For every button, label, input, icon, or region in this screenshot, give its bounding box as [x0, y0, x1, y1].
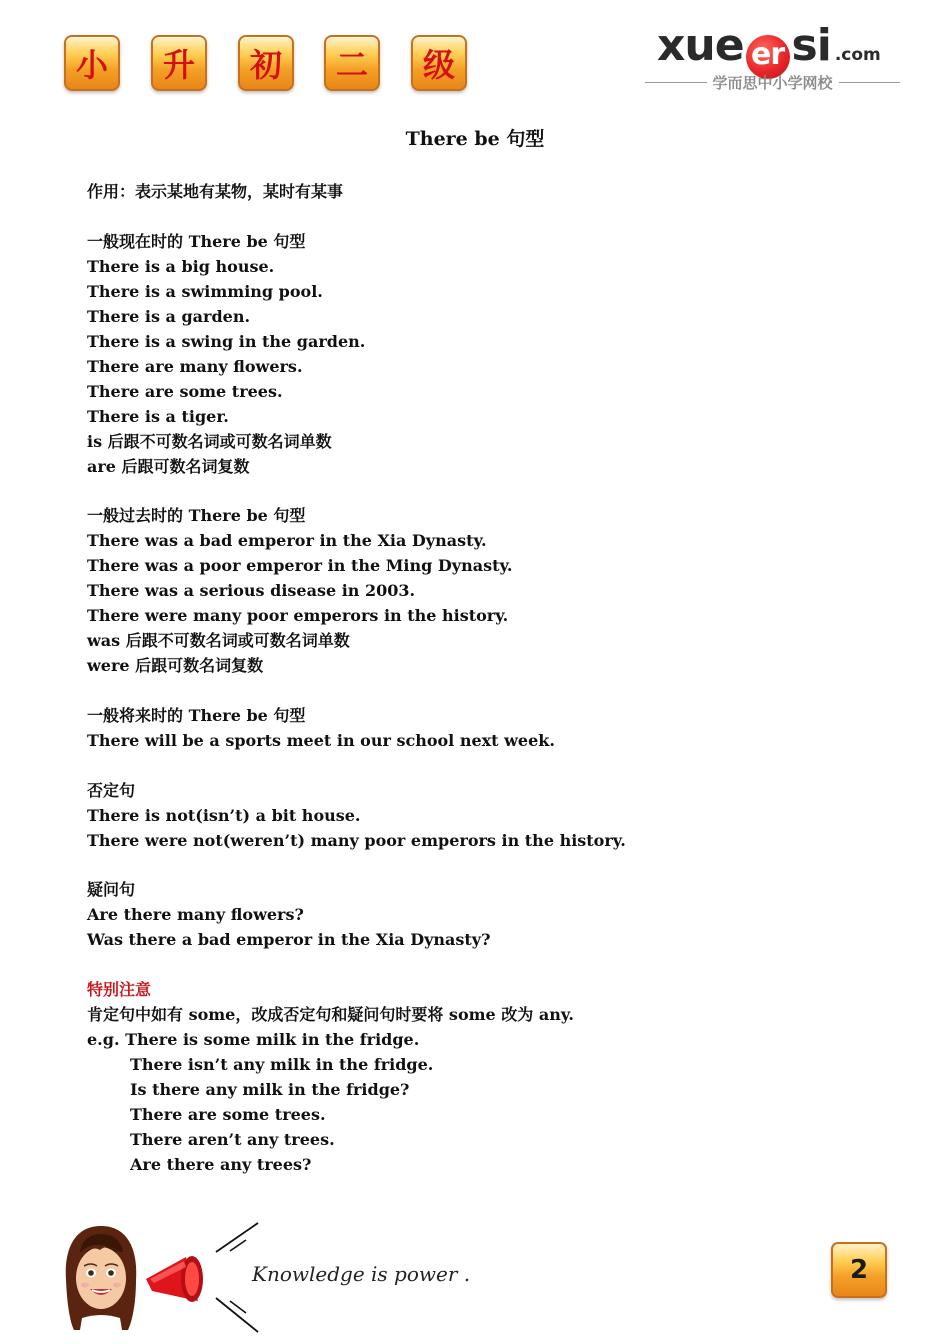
example-line: There was a poor emperor in the Ming Dynasty. — [87, 556, 513, 576]
example-line: There was a bad emperor in the Xia Dynasty. — [87, 531, 487, 551]
girl-mascot-icon — [60, 1222, 142, 1332]
header-tile-1: 小 — [64, 35, 120, 91]
example-line: There is not(isn’t) a bit house. — [87, 805, 361, 825]
logo-domain: .com — [834, 45, 881, 65]
header-tile-2: 升 — [151, 35, 207, 91]
rule-line: were 后跟可数名词复数 — [87, 656, 264, 676]
rule-line: was 后跟不可数名词或可数名词单数 — [87, 631, 350, 651]
header-tile-4: 二 — [324, 35, 380, 91]
rule-line: 肯定句中如有 some，改成否定句和疑问句时要将 some 改为 any. — [87, 1005, 574, 1025]
example-line: There is a swimming pool. — [87, 281, 323, 301]
rule-line: is 后跟不可数名词或可数名词单数 — [87, 431, 332, 451]
section-heading-negative: 否定句 — [87, 780, 136, 800]
megaphone-icon — [142, 1245, 212, 1313]
section-heading-past: 一般过去时的 There be 句型 — [87, 506, 306, 526]
logo-part-si: si — [791, 20, 831, 71]
spacer — [87, 204, 887, 229]
section-heading-present: 一般现在时的 There be 句型 — [87, 231, 306, 251]
logo-part-xue: xue — [657, 20, 744, 71]
motto-text: Knowledge is power . — [252, 1262, 471, 1286]
logo-rule-left — [645, 82, 707, 83]
example-line: There are some trees. — [87, 381, 283, 401]
example-line: There are some trees. — [130, 1105, 326, 1125]
example-line: Are there any trees? — [130, 1155, 312, 1175]
purpose-line: 作用：表示某地有某物，某时有某事 — [87, 182, 344, 201]
spacer — [87, 479, 887, 504]
spacer — [87, 952, 887, 977]
example-line: Was there a bad emperor in the Xia Dynasty? — [87, 930, 491, 950]
example-line: There aren’t any trees. — [130, 1130, 335, 1150]
spacer — [87, 853, 887, 878]
example-line: There is a garden. — [87, 306, 251, 326]
spacer — [87, 678, 887, 703]
rule-line: are 后跟可数名词复数 — [87, 456, 250, 476]
spacer — [87, 753, 887, 778]
section-heading-future: 一般将来时的 There be 句型 — [87, 706, 306, 726]
example-line: There will be a sports meet in our school next week. — [87, 731, 555, 751]
logo-wordmark — [657, 20, 881, 75]
example-line: There was a serious disease in 2003. — [87, 581, 416, 601]
example-line: There were not(weren’t) many poor emperors in the history. — [87, 830, 626, 850]
example-line: There is a big house. — [87, 256, 275, 276]
header-tile-3: 初 — [238, 35, 294, 91]
example-line: There is a tiger. — [87, 406, 229, 426]
example-line: There are many flowers. — [87, 356, 303, 376]
logo-er-circle: er — [746, 35, 790, 79]
example-line: e.g. There is some milk in the fridge. — [87, 1030, 420, 1050]
special-note-heading: 特别注意 — [87, 980, 152, 1000]
section-heading-question: 疑问句 — [87, 880, 136, 900]
logo-subtitle-text: 学而思中小学网校 — [712, 74, 833, 92]
example-line: Is there any milk in the fridge? — [130, 1080, 410, 1100]
page-title: There be 句型 — [405, 128, 545, 150]
example-line: There were many poor emperors in the history. — [87, 606, 509, 626]
logo-subtitle — [645, 72, 900, 93]
example-line: Are there many flowers? — [87, 905, 304, 925]
page-number-badge: 2 — [831, 1242, 887, 1298]
example-line: There isn’t any milk in the fridge. — [130, 1055, 434, 1075]
document-body — [87, 179, 887, 1177]
header-tile-5: 级 — [411, 35, 467, 91]
logo-rule-right — [839, 82, 901, 83]
example-line: There is a swing in the garden. — [87, 331, 366, 351]
xueersi-logo — [645, 18, 900, 98]
